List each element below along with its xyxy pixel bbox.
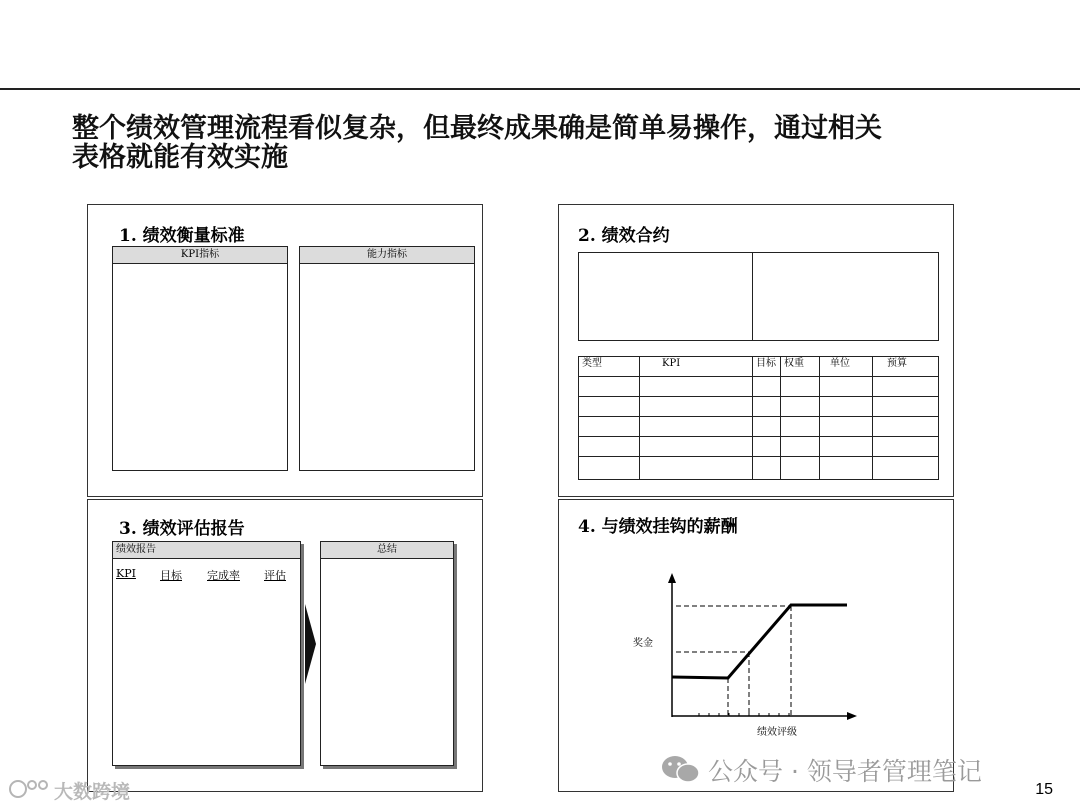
bonus-curve — [672, 605, 847, 678]
panel-evaluation-report — [87, 499, 483, 792]
report-box — [112, 541, 301, 766]
y-axis-arrow-icon — [668, 573, 676, 583]
watermark-right-text: 公众号 · 领导者管理笔记 — [708, 757, 982, 786]
report-col-kpi: KPI — [116, 567, 136, 580]
kpi-indicator-box — [112, 246, 288, 471]
header-weight: 权重 — [781, 357, 820, 377]
report-col-evaluation: 评估 — [264, 569, 286, 582]
table-row — [579, 397, 939, 417]
table-header-row — [579, 357, 939, 377]
table-row — [579, 417, 939, 437]
panel-title: 2. 绩效合约 — [578, 226, 670, 246]
contract-table — [578, 356, 939, 480]
heading-line-1: 整个绩效管理流程看似复杂，但最终成果确是简单易操作，通过相关 — [72, 113, 882, 144]
panel-performance-standards — [87, 204, 483, 497]
header-kpi: KPI — [640, 357, 753, 377]
header-type: 类型 — [579, 357, 640, 377]
table-row — [579, 377, 939, 397]
panel-performance-contract — [558, 204, 954, 497]
report-col-completion: 完成率 — [207, 569, 240, 582]
logo-icon — [8, 777, 52, 801]
bonus-curve-diagram — [619, 570, 869, 750]
report-col-target: 目标 — [160, 569, 182, 582]
contract-top-box — [578, 252, 939, 341]
header-unit: 单位 — [820, 357, 873, 377]
summary-header: 总结 — [321, 542, 453, 559]
table-row — [579, 437, 939, 457]
header-budget: 预算 — [873, 357, 939, 377]
panel-title: 3. 绩效评估报告 — [119, 519, 245, 539]
panel-title: 4. 与绩效挂钩的薪酬 — [578, 517, 738, 537]
panel-linked-compensation — [558, 499, 954, 792]
ability-indicator-box — [299, 246, 475, 471]
page-number: 15 — [1035, 781, 1053, 798]
table-row — [579, 457, 939, 480]
heading-line-2: 表格就能有效实施 — [72, 142, 288, 173]
kpi-indicator-header: KPI指标 — [113, 247, 287, 264]
wechat-icon — [660, 753, 700, 785]
summary-box — [320, 541, 454, 766]
ability-indicator-header: 能力指标 — [300, 247, 474, 264]
y-axis-label: 奖金 — [633, 638, 653, 649]
x-axis-arrow-icon — [847, 712, 857, 720]
arrow-right-icon — [304, 604, 318, 684]
report-header: 绩效报告 — [113, 542, 300, 559]
top-rule — [0, 88, 1080, 90]
header-target: 目标 — [753, 357, 781, 377]
panel-title: 1. 绩效衡量标准 — [119, 226, 245, 246]
watermark-left-text: 大数跨境 — [54, 781, 131, 803]
x-axis-label: 绩效评级 — [757, 727, 797, 738]
contract-divider — [752, 253, 753, 340]
guide-lines — [676, 606, 791, 716]
page-heading — [72, 114, 1032, 172]
